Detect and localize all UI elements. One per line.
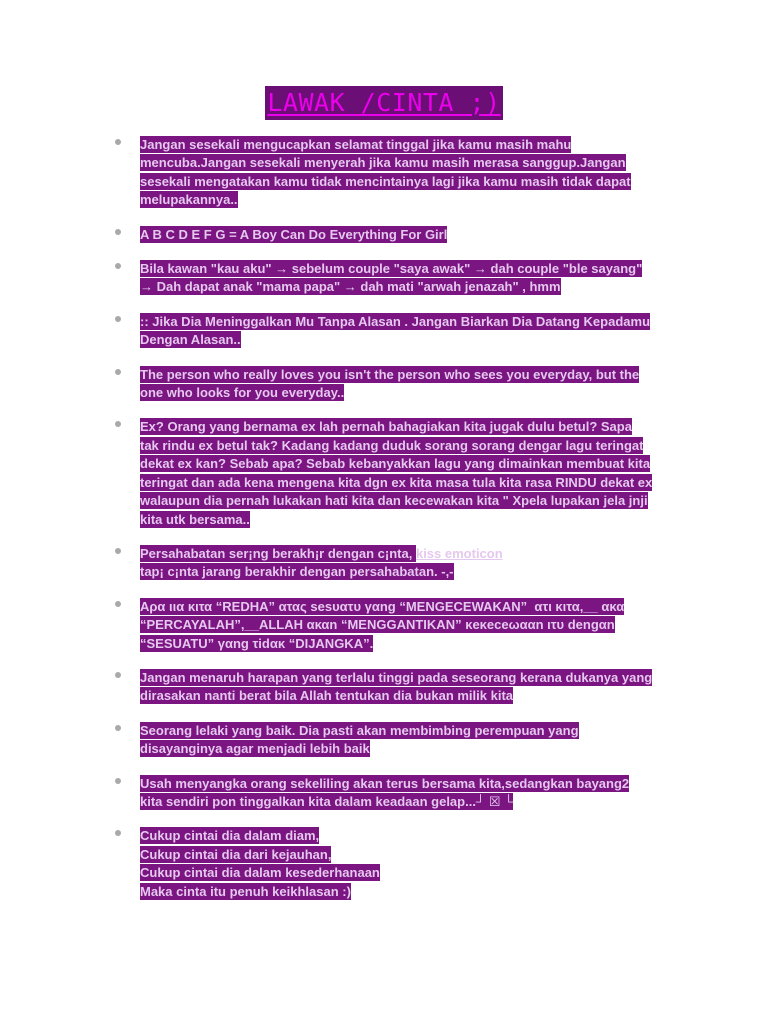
text-line xyxy=(140,775,688,793)
highlighted-text: Maka cinta itu penuh keikhlasan :) xyxy=(140,883,351,899)
bullet-icon xyxy=(115,316,121,322)
bullet-icon xyxy=(115,830,121,836)
highlighted-text: disayanginya agar menjadi lebih baik xyxy=(140,741,370,757)
list-item-text xyxy=(140,366,688,403)
text-line xyxy=(140,437,688,455)
highlighted-text: A B C D E F G = A Boy Can Do Everything For Girl xyxy=(140,226,448,242)
highlighted-text: Usah menyangka orang sekeliling akan terus bersama kita,sedangkan bayang2 xyxy=(140,775,630,791)
text-line xyxy=(140,616,688,634)
bullet-icon xyxy=(115,725,121,731)
text-line xyxy=(140,191,688,209)
text-line xyxy=(140,545,688,563)
highlighted-text: one who looks for you everyday.. xyxy=(140,385,345,401)
text-line xyxy=(140,827,688,845)
list-item xyxy=(0,136,688,210)
text-line xyxy=(140,722,688,740)
bullet-icon xyxy=(115,263,121,269)
list-item-text xyxy=(140,260,688,297)
list-item-text xyxy=(140,313,688,350)
text-line xyxy=(140,846,688,864)
highlighted-text: walaupun dia pernah lukakan hati kita dan kecewakan kita " Xpela lupakan jela jnji xyxy=(140,493,648,509)
text-line xyxy=(140,418,688,436)
bullet-icon xyxy=(115,601,121,607)
list-item xyxy=(0,669,688,706)
text-line xyxy=(140,474,688,492)
list-item-text xyxy=(140,827,688,901)
text-line xyxy=(140,687,688,705)
bullet-icon xyxy=(115,139,121,145)
highlighted-text: Cukup cintai dia dari kejauhan, xyxy=(140,846,332,862)
highlighted-text: Bila kawan "kau aku" → sebelum couple "saya awak" → dah couple "ble sayang" xyxy=(140,261,643,277)
highlighted-text: The person who really loves you isn't the person who sees you everyday, but the xyxy=(140,366,640,382)
list-item-text xyxy=(140,418,688,528)
text-line xyxy=(140,154,688,172)
list-item-text xyxy=(140,136,688,210)
emoticon-link[interactable]: kiss emoticon xyxy=(415,545,503,561)
highlighted-text: Cukup cintai dia dalam kesederhanaan xyxy=(140,865,380,881)
text-line xyxy=(140,366,688,384)
text-line xyxy=(140,740,688,758)
list-item xyxy=(0,226,688,244)
page-title: LAWAK /CINTA ;) xyxy=(265,86,502,120)
highlighted-text: Αρα ιια κιτα “REDHA” ατας sesυατυ γαng “MENGECEWAKAN” ατι κιτα,__ ακα xyxy=(140,598,625,614)
text-line xyxy=(140,278,688,296)
highlighted-text: dirasakan nanti berat bila Allah tentukan dia bukan milik kita xyxy=(140,688,514,704)
highlighted-text: “PERCAYALAH”,__ALLAH ακαn “MENGGANTIKAN” κeκeceωααn ιτυ dengαn xyxy=(140,617,615,633)
bullet-icon xyxy=(115,421,121,427)
text-line xyxy=(140,136,688,154)
list-item xyxy=(0,545,688,582)
highlighted-text: :: Jika Dia Meninggalkan Mu Tanpa Alasan . Jangan Biarkan Dia Datang Kepadamu xyxy=(140,313,651,329)
text-line xyxy=(140,313,688,331)
text-line xyxy=(140,331,688,349)
text-line xyxy=(140,384,688,402)
list-item xyxy=(0,366,688,403)
text-line xyxy=(140,883,688,901)
bullet-icon xyxy=(115,778,121,784)
highlighted-text: → Dah dapat anak "mama papa" → dah mati "arwah jenazah" , hmm xyxy=(140,279,561,295)
highlighted-text: Ex? Orang yang bernama ex lah pernah bahagiakan kita jugak dulu betul? Sapa xyxy=(140,419,632,435)
text-line xyxy=(140,455,688,473)
highlighted-text: tap¡ c¡nta jarang berakhir dengan persahabatan. -,- xyxy=(140,564,454,580)
highlighted-text: melupakannya.. xyxy=(140,192,238,208)
highlighted-text: Dengan Alasan.. xyxy=(140,332,241,348)
list-item-text xyxy=(140,775,688,812)
bullet-icon xyxy=(115,229,121,235)
highlighted-text: Jangan menaruh harapan yang terlalu tinggi pada seseorang kerana dukanya yang xyxy=(140,669,653,685)
text-line xyxy=(140,226,688,244)
text-line xyxy=(140,635,688,653)
highlighted-text: tak rindu ex betul tak? Kadang kadang duduk sorang sorang dengar lagu teringat xyxy=(140,437,644,453)
text-line xyxy=(140,598,688,616)
text-line xyxy=(140,669,688,687)
title-container xyxy=(0,86,768,120)
highlighted-text: Seorang lelaki yang baik. Dia pasti akan membimbing perempuan yang xyxy=(140,722,579,738)
highlighted-text: mencuba.Jangan sesekali menyerah jika kamu masih merasa sanggup.Jangan xyxy=(140,155,626,171)
text-line xyxy=(140,173,688,191)
bullet-icon xyxy=(115,548,121,554)
list-item xyxy=(0,313,688,350)
list-item xyxy=(0,418,688,528)
list-item xyxy=(0,722,688,759)
highlighted-text: sesekali mengatakan kamu tidak mencintainya lagi jika kamu masih tidak dapat xyxy=(140,173,631,189)
list-item xyxy=(0,775,688,812)
text-line xyxy=(140,864,688,882)
text-line xyxy=(140,793,688,811)
list-item-text xyxy=(140,598,688,653)
highlighted-text: Jangan sesekali mengucapkan selamat tinggal jika kamu masih mahu xyxy=(140,137,572,152)
text-line xyxy=(140,563,688,581)
highlighted-text: Cukup cintai dia dalam diam, xyxy=(140,828,320,844)
list-item-text xyxy=(140,669,688,706)
text-line xyxy=(140,260,688,278)
list-item-text xyxy=(140,545,688,582)
list-item-text xyxy=(140,722,688,759)
highlighted-text: kita sendiri pon tinggalkan kita dalam keadaan gelap...┘ ☒ └ xyxy=(140,793,514,809)
highlighted-text: “SESUATU” γαng τidακ “DIJANGKA”. xyxy=(140,635,374,651)
list-item xyxy=(0,260,688,297)
highlighted-text: dekat ex kan? Sebab apa? Sebab kebanyakkan lagu yang dimainkan membuat kita xyxy=(140,456,651,472)
list-item xyxy=(0,598,688,653)
bullet-icon xyxy=(115,672,121,678)
text-line xyxy=(140,492,688,510)
highlighted-text: kita utk bersama.. xyxy=(140,511,250,527)
text-line xyxy=(140,511,688,529)
quote-list xyxy=(0,136,768,917)
bullet-icon xyxy=(115,369,121,375)
list-item xyxy=(0,827,688,901)
highlighted-text: teringat dan ada kena mengena kita dgn ex kita masa tula kita rasa RINDU dekat ex xyxy=(140,474,653,490)
highlighted-text: Persahabatan ser¡ng berakh¡r dengan c¡nta, xyxy=(140,545,416,561)
list-item-text xyxy=(140,226,688,244)
